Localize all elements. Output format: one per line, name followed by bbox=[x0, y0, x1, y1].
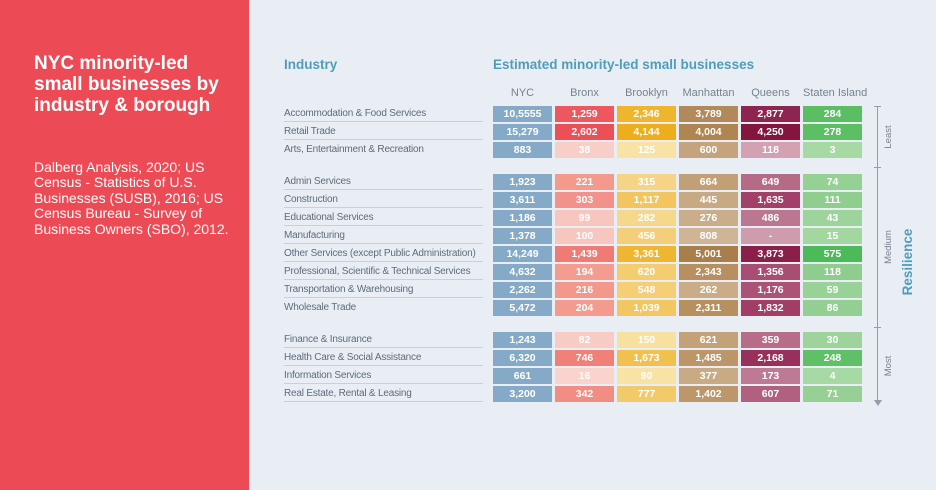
axis-tick bbox=[874, 327, 881, 328]
heatmap-cell: 1,402 bbox=[679, 386, 738, 402]
industry-label: Finance & Insurance bbox=[284, 332, 483, 348]
heatmap-cell: 315 bbox=[617, 174, 676, 190]
table-row bbox=[284, 386, 862, 402]
axis-tick bbox=[874, 167, 881, 168]
heatmap-cell: 284 bbox=[803, 106, 862, 122]
heatmap-cell: 10,5555 bbox=[493, 106, 552, 122]
heatmap-cell: 664 bbox=[679, 174, 738, 190]
heatmap-cell: 1,673 bbox=[617, 350, 676, 366]
heatmap-cell: 16 bbox=[555, 368, 614, 384]
resilience-group-most bbox=[284, 332, 862, 402]
borough-header-staten-island: Staten Island bbox=[803, 87, 868, 99]
heatmap-cell: 100 bbox=[555, 228, 614, 244]
industry-label: Construction bbox=[284, 192, 483, 208]
heatmap-cell: 3 bbox=[803, 142, 862, 158]
industry-label: Manufacturing bbox=[284, 228, 483, 244]
heatmap-cell: 216 bbox=[555, 282, 614, 298]
heatmap-cell: 445 bbox=[679, 192, 738, 208]
resilience-axis-title: Resilience bbox=[900, 228, 915, 296]
table-row bbox=[284, 264, 862, 280]
heatmap-cell: 1,259 bbox=[555, 106, 614, 122]
heatmap-cell: 746 bbox=[555, 350, 614, 366]
heatmap-cell: 1,439 bbox=[555, 246, 614, 262]
borough-header-queens: Queens bbox=[751, 87, 790, 99]
heatmap-cell: 5,472 bbox=[493, 300, 552, 316]
industry-label: Other Services (except Public Administration) bbox=[284, 246, 483, 262]
industry-heading: Industry bbox=[284, 57, 338, 72]
borough-header-nyc: NYC bbox=[510, 87, 535, 99]
heatmap-cell: 661 bbox=[493, 368, 552, 384]
heatmap-cell: 1,356 bbox=[741, 264, 800, 280]
industry-label: Arts, Entertainment & Recreation bbox=[284, 144, 424, 155]
heatmap-cell: 282 bbox=[617, 210, 676, 226]
heatmap-cell: 1,039 bbox=[617, 300, 676, 316]
heatmap-cell: 30 bbox=[803, 332, 862, 348]
heatmap-cell: 3,873 bbox=[741, 246, 800, 262]
table-row bbox=[284, 282, 862, 298]
heatmap-cell: 620 bbox=[617, 264, 676, 280]
heatmap-cell: 3,611 bbox=[493, 192, 552, 208]
heatmap-cell: 15,279 bbox=[493, 124, 552, 140]
table-row bbox=[284, 142, 862, 158]
heatmap-cell: 5,001 bbox=[679, 246, 738, 262]
heatmap-cell: 600 bbox=[679, 142, 738, 158]
heatmap-cell: 59 bbox=[803, 282, 862, 298]
heatmap-cell: 377 bbox=[679, 368, 738, 384]
heatmap-cell: 14,249 bbox=[493, 246, 552, 262]
table-row bbox=[284, 124, 862, 140]
table-row bbox=[284, 350, 862, 366]
table-row bbox=[284, 228, 862, 244]
heatmap-cell: 15 bbox=[803, 228, 862, 244]
heatmap-cell: 38 bbox=[555, 142, 614, 158]
heatmap-cell: 111 bbox=[803, 192, 862, 208]
heatmap-cell: 71 bbox=[803, 386, 862, 402]
heatmap-cell: 1,186 bbox=[493, 210, 552, 226]
heatmap-cell: 4,250 bbox=[741, 124, 800, 140]
heatmap-cell: 2,311 bbox=[679, 300, 738, 316]
heatmap-cell: 2,343 bbox=[679, 264, 738, 280]
industry-label: Transportation & Warehousing bbox=[284, 282, 483, 298]
heatmap-cell: 1,923 bbox=[493, 174, 552, 190]
table-row bbox=[284, 368, 862, 384]
table-row bbox=[284, 246, 862, 262]
heatmap-cell: 777 bbox=[617, 386, 676, 402]
axis-label-medium: Medium bbox=[883, 230, 894, 264]
borough-header-row bbox=[493, 87, 868, 99]
table-row bbox=[284, 106, 862, 122]
table-row bbox=[284, 210, 862, 226]
axis-label-least: Least bbox=[883, 125, 894, 149]
borough-header-brooklyn: Brooklyn bbox=[625, 87, 668, 99]
table-row bbox=[284, 174, 862, 190]
heatmap-cell: 150 bbox=[617, 332, 676, 348]
heatmap-cell: 6,320 bbox=[493, 350, 552, 366]
heatmap-cell: 621 bbox=[679, 332, 738, 348]
heatmap-cell: 118 bbox=[803, 264, 862, 280]
industry-label: Accommodation & Food Services bbox=[284, 106, 483, 122]
heatmap-cell: 43 bbox=[803, 210, 862, 226]
heatmap-cell: 486 bbox=[741, 210, 800, 226]
source-citation: Dalberg Analysis, 2020; US Census - Statistics of U.S. Businesses (SUSB), 2016; US Census Bureau - Survey of Business Owners (SBO), 2012. bbox=[34, 159, 229, 237]
heatmap-cell: 2,877 bbox=[741, 106, 800, 122]
heatmap-cell: 1,117 bbox=[617, 192, 676, 208]
heatmap-cell: 303 bbox=[555, 192, 614, 208]
axis-tick bbox=[874, 106, 881, 107]
table-row bbox=[284, 332, 862, 348]
heatmap-cell: 4 bbox=[803, 368, 862, 384]
heatmap-cell: 221 bbox=[555, 174, 614, 190]
heatmap-cell: 575 bbox=[803, 246, 862, 262]
values-heading: Estimated minority-led small businesses bbox=[493, 57, 755, 72]
heatmap-cell: 2,346 bbox=[617, 106, 676, 122]
industry-label: Wholesale Trade bbox=[284, 302, 357, 313]
sidebar bbox=[0, 0, 249, 490]
industry-label: Educational Services bbox=[284, 210, 483, 226]
heatmap-cell: 276 bbox=[679, 210, 738, 226]
heatmap-cell: 248 bbox=[803, 350, 862, 366]
table-row bbox=[284, 192, 862, 208]
heatmap-cell: 607 bbox=[741, 386, 800, 402]
heatmap-cell: 1,832 bbox=[741, 300, 800, 316]
heatmap-cell: 204 bbox=[555, 300, 614, 316]
resilience-group-least bbox=[284, 106, 862, 158]
heatmap-cell: 883 bbox=[493, 142, 552, 158]
page-title: NYC minority-led small businesses by industry & borough bbox=[34, 53, 219, 116]
heatmap-cell: 649 bbox=[741, 174, 800, 190]
heatmap-cell: 278 bbox=[803, 124, 862, 140]
heatmap-cell: 548 bbox=[617, 282, 676, 298]
axis-arrow-down-icon bbox=[874, 400, 882, 406]
heatmap-cell: 808 bbox=[679, 228, 738, 244]
industry-label: Information Services bbox=[284, 368, 483, 384]
heatmap-cell: 2,262 bbox=[493, 282, 552, 298]
heatmap-table bbox=[284, 106, 862, 418]
axis-label-most: Most bbox=[883, 355, 894, 377]
industry-label: Real Estate, Rental & Leasing bbox=[284, 386, 483, 402]
resilience-axis bbox=[870, 106, 936, 412]
heatmap-cell: 1,635 bbox=[741, 192, 800, 208]
borough-header-bronx: Bronx bbox=[570, 87, 599, 99]
heatmap-cell: 118 bbox=[741, 142, 800, 158]
heatmap-cell: 82 bbox=[555, 332, 614, 348]
heatmap-cell: 86 bbox=[803, 300, 862, 316]
table-row bbox=[284, 300, 862, 316]
axis-line bbox=[877, 106, 878, 402]
heatmap-cell: 74 bbox=[803, 174, 862, 190]
heatmap-cell: 173 bbox=[741, 368, 800, 384]
heatmap-cell: 359 bbox=[741, 332, 800, 348]
heatmap-cell: 342 bbox=[555, 386, 614, 402]
heatmap-cell: 456 bbox=[617, 228, 676, 244]
heatmap-cell: 3,789 bbox=[679, 106, 738, 122]
resilience-group-medium bbox=[284, 174, 862, 316]
heatmap-cell: 2,602 bbox=[555, 124, 614, 140]
heatmap-cell: 4,632 bbox=[493, 264, 552, 280]
heatmap-cell: 1,243 bbox=[493, 332, 552, 348]
heatmap-cell: 125 bbox=[617, 142, 676, 158]
industry-label: Health Care & Social Assistance bbox=[284, 350, 483, 366]
heatmap-cell: 1,485 bbox=[679, 350, 738, 366]
heatmap-cell: 3,200 bbox=[493, 386, 552, 402]
heatmap-cell: 1,176 bbox=[741, 282, 800, 298]
industry-label: Professional, Scientific & Technical Services bbox=[284, 264, 483, 280]
heatmap-cell: - bbox=[741, 228, 800, 244]
heatmap-cell: 4,144 bbox=[617, 124, 676, 140]
heatmap-cell: 194 bbox=[555, 264, 614, 280]
heatmap-cell: 3,361 bbox=[617, 246, 676, 262]
heatmap-cell: 4,004 bbox=[679, 124, 738, 140]
heatmap-cell: 2,168 bbox=[741, 350, 800, 366]
heatmap-cell: 262 bbox=[679, 282, 738, 298]
heatmap-cell: 1,378 bbox=[493, 228, 552, 244]
heatmap-cell: 90 bbox=[617, 368, 676, 384]
industry-label: Admin Services bbox=[284, 174, 483, 190]
industry-label: Retail Trade bbox=[284, 124, 483, 140]
heatmap-cell: 99 bbox=[555, 210, 614, 226]
borough-header-manhattan: Manhattan bbox=[682, 87, 735, 99]
